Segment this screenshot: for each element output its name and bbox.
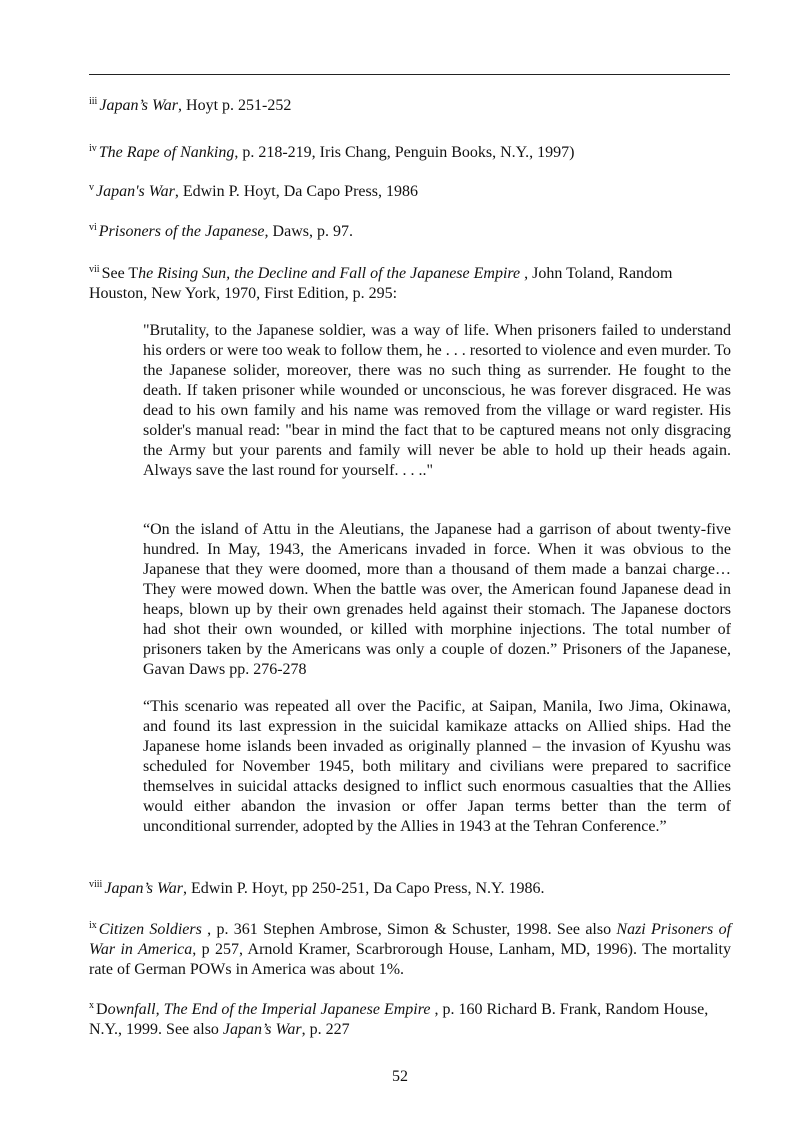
footnote-text: , p. 160 Richard B. Frank, Random House, N.Y., 1999. See also (89, 1001, 709, 1038)
footnote-title-2: Japan’s War (222, 1021, 302, 1038)
footnote-marker: iii (89, 96, 98, 107)
footnote-marker: v (89, 182, 94, 193)
footnote-text: , p. 227 (301, 1021, 350, 1038)
page-number: 52 (392, 1068, 408, 1085)
footnote-x (89, 1000, 731, 1040)
footnote-marker: viii (89, 879, 103, 890)
footnote-viii (89, 879, 731, 899)
footnote-marker: vii (89, 264, 100, 275)
footnote-text: , p. 218-219, Iris Chang, Penguin Books, N.Y., 1997) (234, 144, 575, 161)
footnote-title-2: Nazi Prisoners of War in America (89, 921, 732, 958)
footnote-text: , John Toland, Random Houston, New York, 1970, First Edition, p. 295: (89, 265, 673, 302)
footnote-title: Prisoners of the Japanese, (98, 223, 269, 240)
footnote-title: ownfall, The End of the Imperial Japanese Empire (107, 1001, 431, 1018)
footnote-title: Japan’s War (99, 97, 179, 114)
quote-attu: “On the island of Attu in the Aleutians, the Japanese had a garrison of about twenty-five hundred. In May, 1943, the Americans invaded in force. When it was obvious to the Japanese that they were doomed, more than a thousand of them made a banzai charge…They were mowed down. When the battle was over, the American found Japanese dead in heaps, blown up by their own grenades held against their stomach. The Japanese doctors had shot their own wounded, or killed with morphine injections. The total number of prisoners taken by the Americans was only a couple of dozen.” Prisoners of the Japanese, Gavan Daws pp. 276-278 (143, 521, 731, 678)
footnote-text: , p 257, Arnold Kramer, Scarbrorough House, Lanham, MD, 1996). The mortality rate of German POWs in America was about 1%. (89, 941, 732, 978)
footnote-title: Japan’s War (104, 880, 184, 897)
footnote-title: Japan's War (96, 183, 175, 200)
footnote-text: , p. 361 Stephen Ambrose, Simon & Schuster, 1998. See also (201, 921, 617, 938)
footnote-iv (89, 143, 731, 163)
footnote-text: , Edwin P. Hoyt, pp 250-251, Da Capo Press, N.Y. 1986. (183, 880, 545, 897)
footnote-iii (89, 96, 731, 116)
footnote-title: Citizen Soldiers (98, 921, 202, 938)
quote-pacific-scenario: “This scenario was repeated all over the Pacific, at Saipan, Manila, Iwo Jima, Okinawa, and found its last expression in the suicidal kamikaze attacks on Allied ships. Had the Japanese home islands been invaded as originally planned – the invasion of Kyushu was scheduled for November 1945, both military and civilians were prepared to sacrifice themselves in suicidal attacks designed to inflict such enormous casualties that the Allies would either abandon the invasion or offer Japan terms better than the term of unconditional surrender, adopted by the Allies in 1943 at the Tehran Conference.” (143, 698, 731, 835)
footnote-v (89, 182, 731, 202)
footnote-text: , Hoyt p. 251-252 (178, 97, 292, 114)
footnote-vi (89, 222, 731, 242)
footnote-text: Daws, p. 97. (268, 223, 353, 240)
footnote-title: he Rising Sun, the Decline and Fall of the Japanese Empire (138, 265, 521, 282)
quote-brutality: "Brutality, to the Japanese soldier, was a way of life. When prisoners failed to understand his orders or were too weak to follow them, he . . . resorted to violence and even murder. To the Japanese solider, moreover, there was no such thing as surrender. He fought to the death. If taken prisoner while wounded or unconscious, he was forever disgraced. He was dead to his own family and his name was removed from the village or ward register. His solder's manual read: "bear in mind the fact that to be captured means not only disgracing the Army but your parents and family will never be able to hold up their heads again. Always save the last round for yourself. . . .." (143, 322, 731, 479)
footnote-separator-rule (89, 74, 730, 75)
footnote-text: , Edwin P. Hoyt, Da Capo Press, 1986 (174, 183, 418, 200)
footnote-marker: iv (89, 143, 97, 154)
footnote-marker: vi (89, 222, 97, 233)
footnote-ix (89, 920, 731, 980)
footnote-title: The Rape of Nanking (98, 144, 235, 161)
footnote-marker: x (89, 1000, 94, 1011)
footnote-vii (89, 264, 731, 304)
footnote-text-pre: D (96, 1001, 108, 1018)
footnote-marker: ix (89, 920, 97, 931)
footnote-text-pre: See T (101, 265, 139, 282)
